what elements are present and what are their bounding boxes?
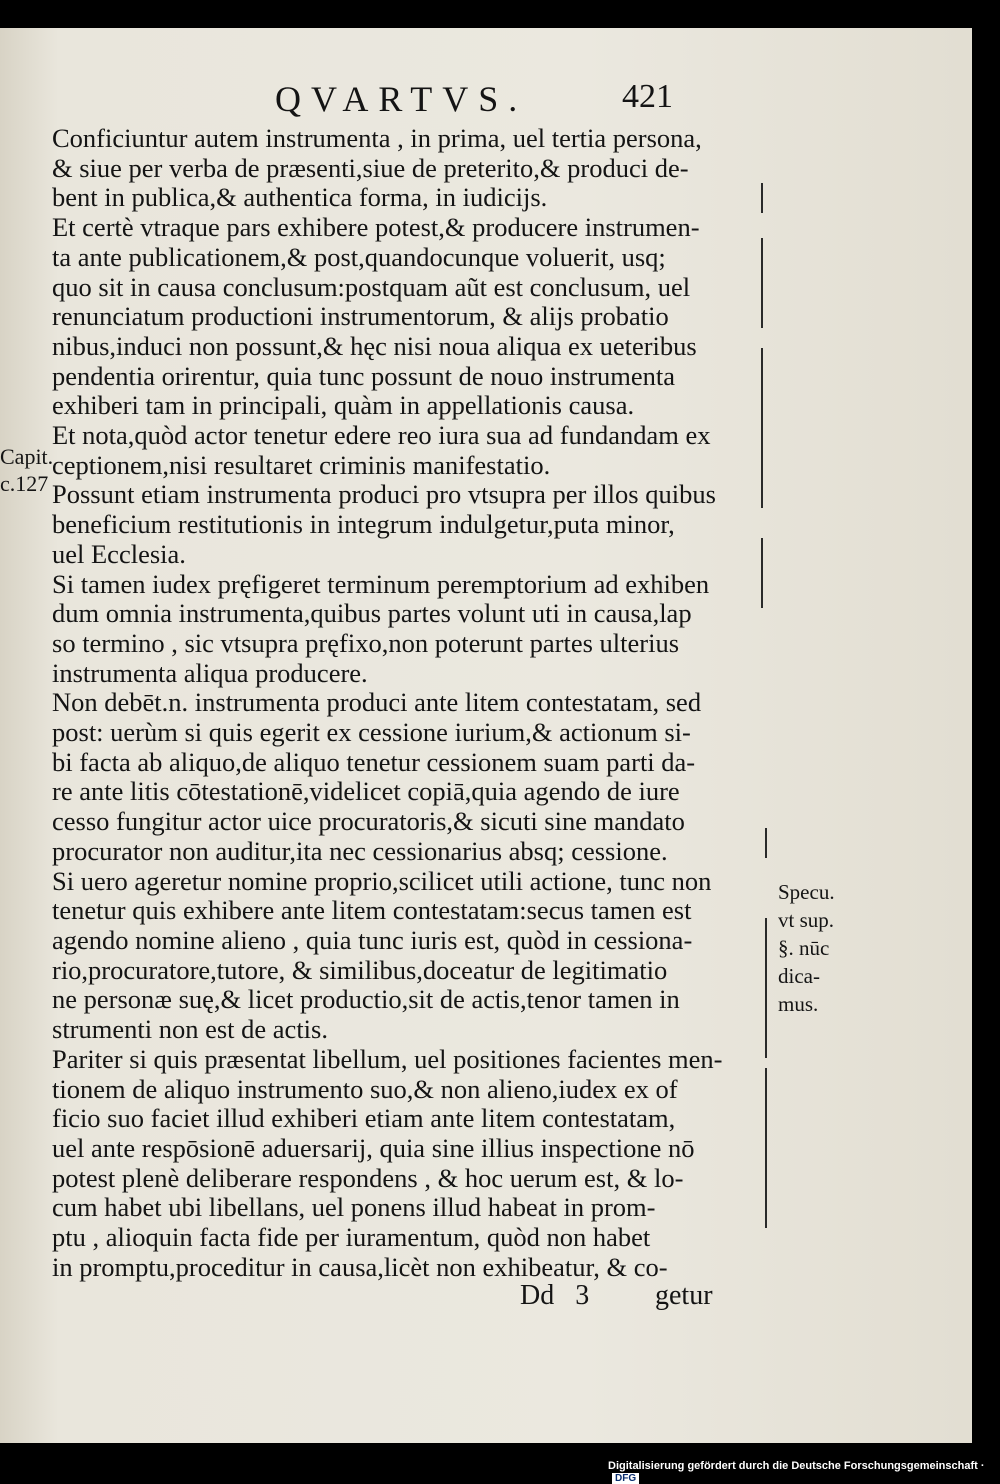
text-line: Si tamen iudex pręfigeret terminum peremptorium ad exhiben	[52, 568, 710, 599]
text-line: uel ante respōsionē aduersarij, quia sine illius inspectione nō	[52, 1132, 695, 1163]
text-line: Et certè vtraque pars exhibere potest,& producere instrumen-	[52, 212, 700, 243]
paragraph	[52, 867, 757, 1045]
text-line: ta ante publicationem,& post,quandocunque voluerit, usq;	[52, 241, 666, 272]
text-line: Si uero ageretur nomine proprio,scilicet utili actione, tunc non	[52, 865, 712, 896]
book-page	[0, 28, 972, 1443]
text-line: cum habet ubi libellans, uel ponens illud habeat in prom-	[52, 1192, 656, 1223]
text-line: Pariter si quis præsentat libellum, uel positiones facientes men-	[52, 1043, 723, 1074]
text-line: bi facta ab aliquo,de aliquo tenetur cessionem suam parti da-	[52, 746, 696, 777]
text-line: uel Ecclesia.	[52, 538, 186, 569]
digitization-credit	[608, 1460, 1000, 1484]
paragraph	[52, 421, 757, 480]
marginal-line: dica-	[778, 964, 820, 988]
paragraph	[52, 480, 757, 569]
main-text-block	[52, 124, 757, 1282]
text-line: ficio suo faciet illud exhiberi etiam ante litem contestatam,	[52, 1103, 676, 1134]
text-line: procurator non auditur,ita nec cessionarius absq; cessione.	[52, 835, 668, 866]
marginal-line: mus.	[778, 992, 819, 1016]
paragraph	[52, 1045, 757, 1283]
text-line: tionem de aliquo instrumento suo,& non alieno,iudex ex of	[52, 1073, 678, 1104]
marginal-line: Specu.	[778, 880, 835, 904]
text-line: Et nota,quòd actor tenetur edere reo iura sua ad fundandam ex	[52, 420, 711, 451]
paragraph	[52, 570, 757, 689]
text-line: ceptionem,nisi resultaret criminis manifestatio.	[52, 449, 551, 480]
text-line: agendo nomine alieno , quia tunc iuris est, quòd in cessiona-	[52, 924, 693, 955]
text-line: Conficiuntur autem instrumenta , in prima, uel tertia persona,	[52, 123, 702, 153]
right-marginal-note	[778, 878, 835, 1018]
paragraph	[52, 213, 757, 421]
text-line: exhiberi tam in principali, quàm in appellationis causa.	[52, 390, 635, 421]
text-line: instrumenta aliqua producere.	[52, 657, 368, 688]
marginal-line: vt sup.	[778, 908, 835, 932]
text-line: beneficium restitutionis in integrum indulgetur,puta minor,	[52, 509, 675, 540]
text-line: & siue per verba de præsenti,siue de preterito,& produci de-	[52, 152, 689, 183]
text-line: quo sit in causa conclusum:postquam aũt est conclusum, uel	[52, 271, 691, 302]
text-line: bent in publica,& authentica forma, in iudicijs.	[52, 182, 548, 213]
credit-text: Digitalisierung gefördert durch die Deutsche Forschungsgemeinschaft ·	[608, 1460, 985, 1472]
text-line: rio,procuratore,tutore, & similibus,doceatur de legitimatio	[52, 954, 668, 985]
paragraph	[52, 688, 757, 866]
text-line: potest plenè deliberare respondens , & hoc uerum est, & lo-	[52, 1162, 684, 1193]
left-marginal-note	[0, 443, 53, 497]
catchword: getur	[655, 1280, 713, 1311]
text-line: Possunt etiam instrumenta produci pro vtsupra per illos quibus	[52, 479, 716, 510]
text-line: strumenti non est de actis.	[52, 1014, 328, 1045]
text-line: dum omnia instrumenta,quibus partes volunt uti in causa,lap	[52, 598, 692, 629]
marginal-line: Capit.	[0, 444, 54, 469]
running-head: QVARTVS.	[275, 79, 528, 119]
text-line: post: uerùm si quis egerit ex cessione iurium,& actionum si-	[52, 717, 691, 748]
text-line: in promptu,proceditur in causa,licèt non exhibeatur, & co-	[52, 1251, 668, 1282]
folio-number: 421	[622, 78, 673, 115]
text-line: Non debēt.n. instrumenta produci ante litem contestatam, sed	[52, 687, 702, 718]
text-line: so termino , sic vtsupra pręfixo,non poterunt partes ulterius	[52, 627, 680, 658]
signature-mark: Dd 3	[520, 1280, 590, 1311]
text-line: pendentia orirentur, quia tunc possunt de nouo instrumenta	[52, 360, 676, 391]
text-line: ptu , alioquin facta fide per iuramentum, quòd non habet	[52, 1222, 651, 1253]
text-line: tenetur quis exhibere ante litem contestatam:secus tamen est	[52, 895, 692, 926]
text-line: nibus,induci non possunt,& hęc nisi noua aliqua ex ueteribus	[52, 330, 697, 361]
margin-rule-marks	[755, 138, 785, 1288]
text-line: renunciatum productioni instrumentorum, & alijs probatio	[52, 301, 669, 332]
text-line: ne personæ suę,& licet productio,sit de actis,tenor tamen in	[52, 984, 680, 1015]
text-line: re ante litis cōtestationē,videlicet copiā,quia agendo de iure	[52, 776, 680, 807]
marginal-line: §. nūc	[778, 936, 830, 960]
paragraph	[52, 124, 757, 213]
text-line: cesso fungitur actor uice procuratoris,& sicuti sine mandato	[52, 806, 685, 837]
dfg-logo: DFG	[612, 1473, 639, 1484]
page-header	[0, 78, 972, 118]
marginal-line: c.127	[0, 471, 49, 496]
